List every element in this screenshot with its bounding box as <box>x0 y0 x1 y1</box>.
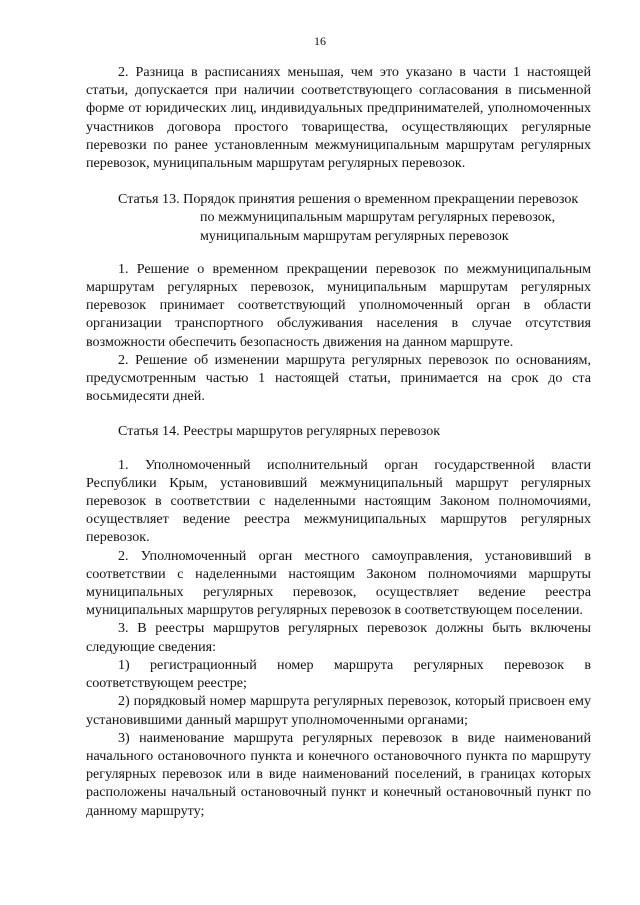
paragraph-art13-part1: 1. Решение о временном прекращении перевозок по межмуниципальным маршрутам регулярных перевозок, муниципальным маршрутам регулярных перевозок принимает соответствующий уполномоченный орган в области организации транспортного обслуживания населения в случае отсутствия возможности обеспечить безопасность движения на данном маршруте. <box>86 260 591 350</box>
list-item-2: 2) порядковый номер маршрута регулярных перевозок, который присвоен ему установившими данный маршрут уполномоченными органами; <box>86 693 591 728</box>
paragraph-art14-part2: 2. Уполномоченный орган местного самоуправления, установивший в соответствии с наделенными настоящим Законом полномочиями маршруты муниципальных регулярных перевозок, осуществляет ведение реестра муниципальных маршрутов регулярных перевозок в соответствующем поселении. <box>86 547 591 619</box>
document-body <box>86 63 591 820</box>
paragraph-art12-part2: 2. Разница в расписаниях меньшая, чем это указано в части 1 настоящей статьи, допускается при наличии соответствующего согласования в письменной форме от юридических лиц, индивидуальных предпринимателей, уполномоченных участников договора простого товарищества, осуществляющих регулярные перевозки по ранее установленным межмуниципальным маршрутам регулярных перевозок, муниципальным маршрутам регулярных перевозок. <box>86 64 591 172</box>
article-13-heading: Статья 13. Порядок принятия решения о временном прекращении перевозок по межмуниципальным маршрутам регулярных перевозок, муниципальным маршрутам регулярных перевозок <box>118 191 579 244</box>
paragraph-art13-part2: 2. Решение об изменении маршрута регулярных перевозок по основаниям, предусмотренным частью 1 настоящей статьи, принимается на срок до ста восьмидесяти дней. <box>86 351 591 405</box>
paragraph-art14-part1: 1. Уполномоченный исполнительный орган государственной власти Республики Крым, установивший межмуниципальный маршрут регулярных перевозок в соответствии с наделенными настоящим Законом полномочиями, осуществляет ведение реестра межмуниципальных маршрутов регулярных перевозок. <box>86 456 591 546</box>
page-number: 16 <box>314 34 326 48</box>
paragraph-art14-part3: 3. В реестры маршрутов регулярных перевозок должны быть включены следующие сведения: <box>86 620 591 655</box>
article-14-heading: Статья 14. Реестры маршрутов регулярных перевозок <box>118 423 441 440</box>
list-item-3: 3) наименование маршрута регулярных перевозок в виде наименований начального остановочного пункта и конечного остановочного пункта по маршруту регулярных перевозок или в виде наименований поселений, в границах которых расположены начальный остановочный пункт и конечный остановочный пункт по данному маршруту; <box>86 729 591 819</box>
list-item-1: 1) регистрационный номер маршрута регулярных перевозок в соответствующем реестре; <box>86 656 591 692</box>
